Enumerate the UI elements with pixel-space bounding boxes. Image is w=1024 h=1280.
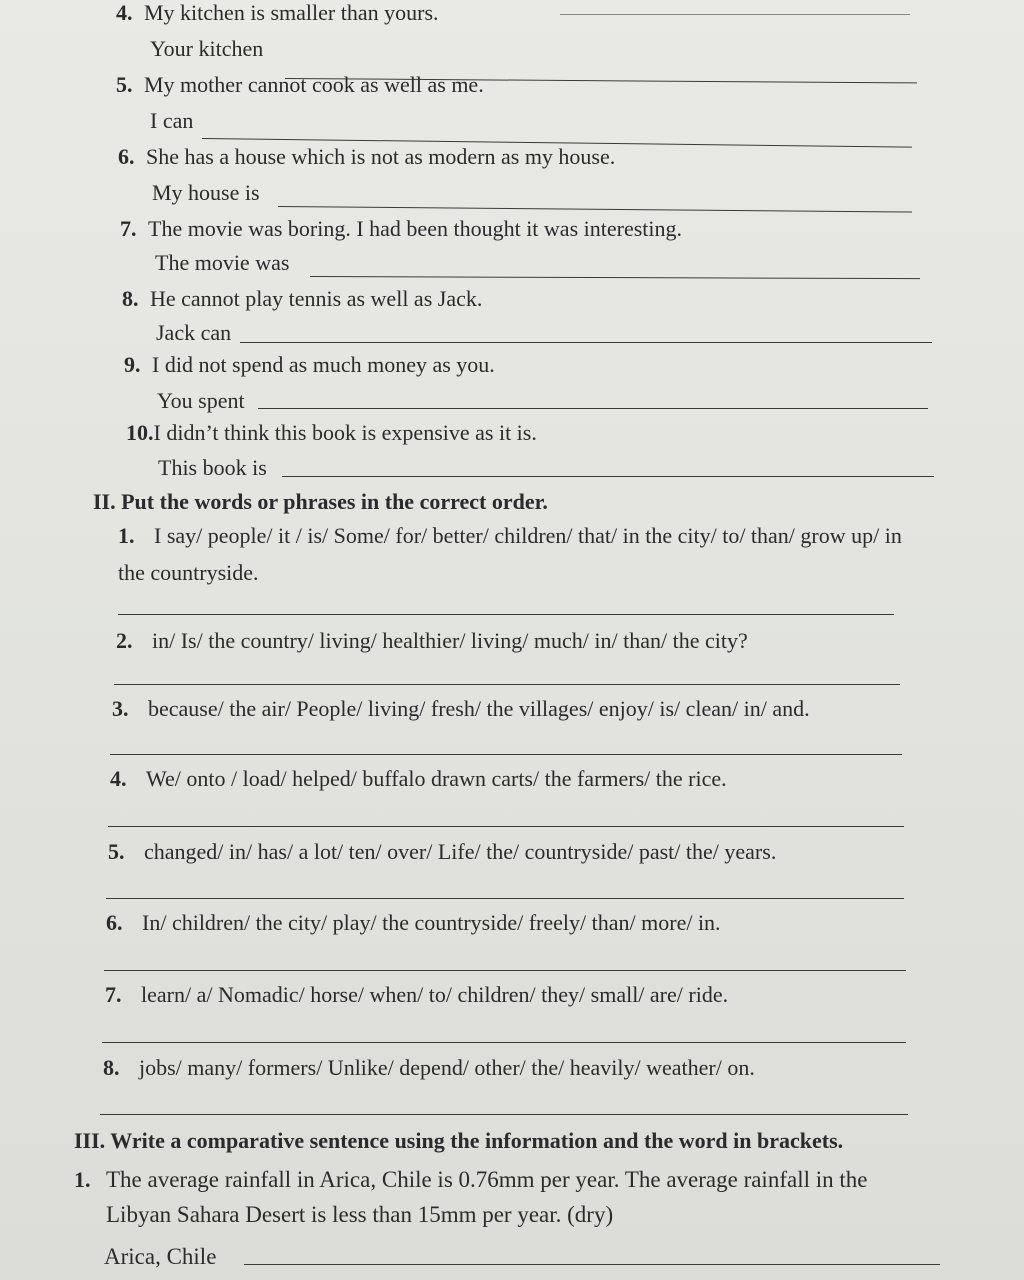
answer-line[interactable] <box>244 1264 940 1265</box>
rewrite-prompt <box>156 322 231 344</box>
item-number: 3. <box>112 696 129 721</box>
item-sentence: She has a house which is not as modern as my house. <box>146 144 616 169</box>
answer-line[interactable] <box>310 276 920 279</box>
answer-line[interactable] <box>102 1042 906 1043</box>
comparative-item-1 <box>74 1168 867 1191</box>
answer-line[interactable] <box>282 476 934 477</box>
exercise-item-4 <box>116 2 439 24</box>
answer-line[interactable] <box>100 1114 908 1115</box>
rewrite-prompt <box>150 38 263 60</box>
answer-line[interactable] <box>104 970 906 971</box>
exercise-item-5 <box>116 74 484 96</box>
item-number: 5. <box>116 72 133 97</box>
rewrite-prompt <box>157 390 245 412</box>
item-number: 4. <box>116 0 133 25</box>
exercise-item-10 <box>126 422 537 444</box>
section-heading: III. Write a comparative sentence using the information and the word in brackets. <box>74 1128 844 1153</box>
rewrite-prompt <box>158 457 267 479</box>
answer-line[interactable] <box>240 342 932 343</box>
exercise-item-9 <box>124 354 495 376</box>
answer-line[interactable] <box>110 754 902 755</box>
item-number: 4. <box>110 766 127 791</box>
answer-line[interactable] <box>560 14 910 15</box>
word-list: jobs/ many/ formers/ Unlike/ depend/ other/ the/ heavily/ weather/ on. <box>139 1055 755 1080</box>
answer-line[interactable] <box>108 826 904 827</box>
item-number: 7. <box>105 982 122 1007</box>
word-list: I say/ people/ it / is/ Some/ for/ better/ children/ that/ in the city/ to/ than/ grow up/ in <box>154 523 902 548</box>
item-number: 6. <box>106 910 123 935</box>
word-list: In/ children/ the city/ play/ the countryside/ freely/ than/ more/ in. <box>142 910 721 935</box>
item-sentence: The movie was boring. I had been thought it was interesting. <box>148 216 682 241</box>
item-sentence: My kitchen is smaller than yours. <box>144 0 439 25</box>
order-item-6 <box>106 912 721 934</box>
word-list: because/ the air/ People/ living/ fresh/ the villages/ enjoy/ is/ clean/ in/ and. <box>148 696 810 721</box>
prompt-text: My house is <box>152 180 260 205</box>
prompt-text: Arica, Chile <box>104 1244 217 1269</box>
item-info-continued: Libyan Sahara Desert is less than 15mm per year. (dry) <box>106 1202 614 1227</box>
word-list: We/ onto / load/ helped/ buffalo drawn carts/ the farmers/ the rice. <box>146 766 727 791</box>
order-item-2 <box>116 630 748 652</box>
word-list-continued: the countryside. <box>118 560 259 585</box>
word-list: learn/ a/ Nomadic/ horse/ when/ to/ children/ they/ small/ are/ ride. <box>141 982 729 1007</box>
order-item-1 <box>118 525 902 547</box>
exercise-item-7 <box>120 218 682 240</box>
rewrite-prompt <box>152 182 260 204</box>
item-number: 5. <box>108 839 125 864</box>
answer-line[interactable] <box>114 684 900 685</box>
prompt-text: The movie was <box>155 250 290 275</box>
order-item-5 <box>108 841 776 863</box>
prompt-text: I can <box>150 108 194 133</box>
item-number: 1. <box>118 523 135 548</box>
order-item-4 <box>110 768 727 790</box>
item-sentence: He cannot play tennis as well as Jack. <box>150 286 483 311</box>
order-item-3 <box>112 698 810 720</box>
prompt-text: Jack can <box>156 320 232 345</box>
order-item-8 <box>103 1057 755 1079</box>
item-number: 10. <box>126 420 154 445</box>
rewrite-prompt <box>155 252 289 274</box>
answer-line[interactable] <box>106 898 904 899</box>
item-number: 8. <box>122 286 139 311</box>
item-number: 9. <box>124 352 141 377</box>
answer-line[interactable] <box>258 408 928 409</box>
item-number: 6. <box>118 144 135 169</box>
exercise-item-6 <box>118 146 615 168</box>
item-sentence: I didn’t think this book is expensive as it is. <box>153 420 537 445</box>
answer-line[interactable] <box>118 614 894 615</box>
item-sentence: I did not spend as much money as you. <box>152 352 495 377</box>
prompt-text: You spent <box>157 388 245 413</box>
rewrite-prompt <box>150 110 193 132</box>
item-sentence: My mother cannot cook as well as me. <box>144 72 484 97</box>
section-heading: II. Put the words or phrases in the correct order. <box>93 489 548 514</box>
item-number: 1. <box>74 1167 91 1192</box>
order-item-7 <box>105 984 728 1006</box>
item-number: 2. <box>116 628 133 653</box>
prompt-text: This book is <box>158 455 267 480</box>
rewrite-prompt <box>104 1245 216 1268</box>
answer-line[interactable] <box>278 206 912 213</box>
word-list: in/ Is/ the country/ living/ healthier/ living/ much/ in/ than/ the city? <box>152 628 748 653</box>
item-number: 8. <box>103 1055 120 1080</box>
word-list: changed/ in/ has/ a lot/ ten/ over/ Life/ the/ countryside/ past/ the/ years. <box>144 839 777 864</box>
item-number: 7. <box>120 216 137 241</box>
exercise-item-8 <box>122 288 482 310</box>
prompt-text: Your kitchen <box>150 36 264 61</box>
item-info: The average rainfall in Arica, Chile is 0.76mm per year. The average rainfall in the <box>106 1167 868 1192</box>
